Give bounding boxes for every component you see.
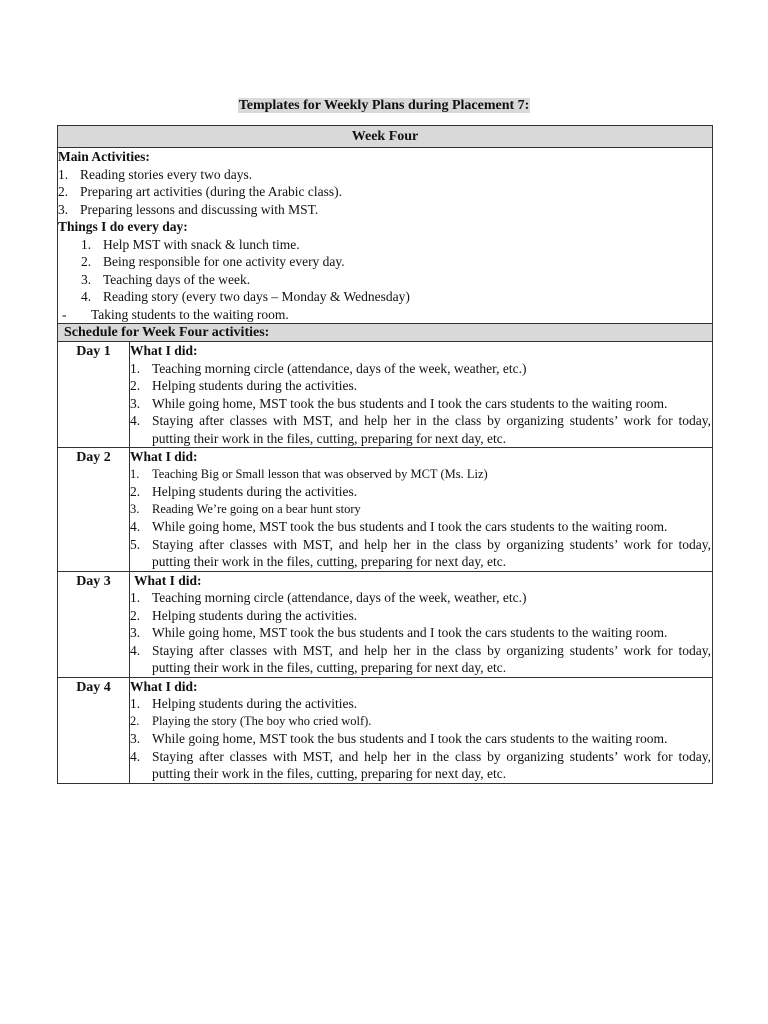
day-row [58,342,713,448]
list-item: 3. While going home, MST took the bus students and I took the cars students to the waiting room. [130,731,668,746]
list-item: 4. Staying after classes with MST, and help her in the class by organizing students’ work for today, putting their work in the files, cutting, preparing for next day, etc. [130,642,711,675]
list-item: 3. Reading We’re going on a bear hunt story [130,501,361,516]
list-item: 3. While going home, MST took the bus students and I took the cars students to the waiting room. [130,395,668,411]
main-activities-cell [58,148,713,324]
day-activities [130,677,713,783]
dash-item: - Taking students to the waiting room. [62,306,289,322]
list-item: 1. Helping students during the activities. [130,696,358,711]
day-label: Day 4 [58,677,130,783]
list-item: 1. Reading stories every two days. [58,166,253,182]
list-item: 1. Teaching morning circle (attendance, days of the week, weather, etc.) [130,360,527,376]
day-row [58,448,713,572]
schedule-heading: Schedule for Week Four activities: [58,324,713,342]
what-i-did-heading: What I did: [130,678,198,694]
day-activities [130,448,713,572]
document-title: Templates for Weekly Plans during Placement 7: [238,98,530,113]
list-item: 1. Teaching Big or Small lesson that was observed by MCT (Ms. Liz) [130,466,488,481]
what-i-did-heading: What I did: [130,343,198,358]
main-activities-heading: Main Activities: [58,149,150,164]
list-item: 3. Preparing lessons and discussing with MST. [58,201,319,217]
list-item: 5. Staying after classes with MST, and help her in the class by organizing students’ work for today, putting their work in the files, cutting, preparing for next day, etc. [130,536,711,569]
what-i-did-heading: What I did: [130,449,198,464]
daily-heading: Things I do every day: [58,219,188,234]
list-item: 4. Reading story (every two days – Monday & Wednesday) [81,289,410,304]
list-item: 1. Help MST with snack & lunch time. [81,236,300,252]
day-label: Day 2 [58,448,130,572]
list-item: 2. Helping students during the activities. [130,607,358,623]
week-header: Week Four [58,126,713,148]
list-item: 4. Staying after classes with MST, and help her in the class by organizing students’ work for today, putting their work in the files, cutting, preparing for next day, etc. [130,413,711,446]
day-label: Day 1 [58,342,130,448]
day-activities [130,571,713,677]
day-activities [130,342,713,448]
list-item: 3. While going home, MST took the bus students and I took the cars students to the waiting room. [130,625,668,640]
what-i-did-heading: What I did: [134,572,202,588]
day-row [58,677,713,783]
schedule-heading-row [58,324,713,342]
list-item: 3. Teaching days of the week. [81,271,251,287]
list-item: 2. Preparing art activities (during the Arabic class). [58,184,343,199]
weekly-plan-table [57,125,713,784]
list-item: 4. Staying after classes with MST, and help her in the class by organizing students’ work for today, putting their work in the files, cutting, preparing for next day, etc. [130,748,711,781]
list-item: 2. Being responsible for one activity every day. [81,254,345,269]
week-header-row [58,126,713,148]
list-item: 2. Playing the story (The boy who cried wolf). [130,713,372,728]
list-item: 1. Teaching morning circle (attendance, days of the week, weather, etc.) [130,590,527,605]
list-item: 4. While going home, MST took the bus students and I took the cars students to the waiting room. [130,519,668,534]
list-item: 2. Helping students during the activities. [130,484,358,499]
list-item: 2. Helping students during the activities. [130,378,358,393]
day-label: Day 3 [58,571,130,677]
day-row [58,571,713,677]
main-activities-row [58,148,713,324]
